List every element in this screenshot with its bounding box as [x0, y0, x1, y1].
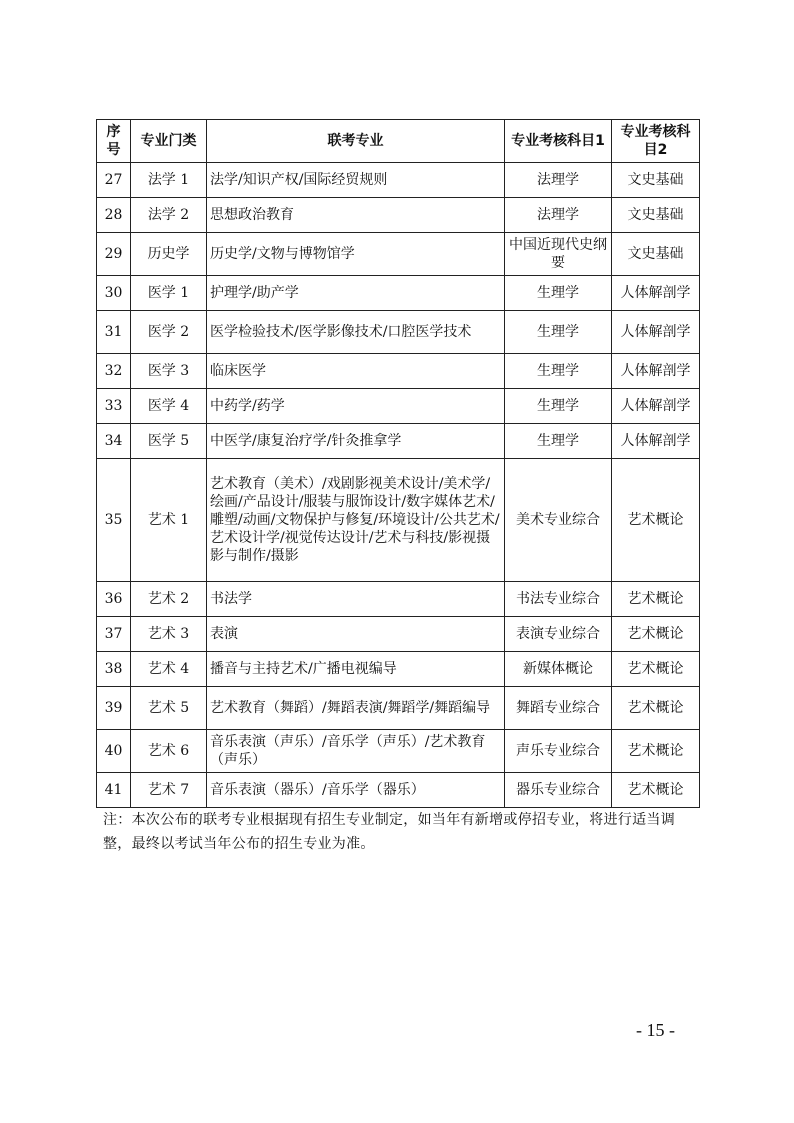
table-row: [97, 730, 700, 773]
cell-category: 艺术 3: [131, 617, 207, 652]
cell-category: 医学 4: [131, 389, 207, 424]
cell-category: 艺术 7: [131, 773, 207, 808]
cell-category: 医学 2: [131, 311, 207, 354]
cell-subject2: 艺术概论: [612, 773, 700, 808]
table-row: [97, 582, 700, 617]
header-subject1: 专业考核科目1: [505, 120, 612, 163]
cell-subject1: 表演专业综合: [505, 617, 612, 652]
cell-majors: 护理学/助产学: [207, 276, 505, 311]
cell-subject2: 艺术概论: [612, 730, 700, 773]
cell-subject1: 声乐专业综合: [505, 730, 612, 773]
cell-subject1: 生理学: [505, 354, 612, 389]
cell-seq: 36: [97, 582, 131, 617]
cell-majors: 音乐表演（声乐）/音乐学（声乐）/艺术教育（声乐）: [207, 730, 505, 773]
table-row: [97, 687, 700, 730]
cell-subject2: 人体解剖学: [612, 276, 700, 311]
cell-subject1: 中国近现代史纲要: [505, 233, 612, 276]
cell-majors: 历史学/文物与博物馆学: [207, 233, 505, 276]
table-row: [97, 233, 700, 276]
cell-majors: 法学/知识产权/国际经贸规则: [207, 163, 505, 198]
cell-category: 医学 3: [131, 354, 207, 389]
cell-category: 艺术 2: [131, 582, 207, 617]
table-row: [97, 311, 700, 354]
cell-subject2: 艺术概论: [612, 582, 700, 617]
footnote: 注：本次公布的联考专业根据现有招生专业制定，如当年有新增或停招专业，将进行适当调整，最终以考试当年公布的招生专业为准。: [103, 812, 675, 852]
cell-seq: 31: [97, 311, 131, 354]
cell-subject1: 法理学: [505, 163, 612, 198]
cell-seq: 27: [97, 163, 131, 198]
cell-subject1: 法理学: [505, 198, 612, 233]
table-row: [97, 389, 700, 424]
cell-subject2: 人体解剖学: [612, 424, 700, 459]
table-row: [97, 424, 700, 459]
cell-subject1: 生理学: [505, 276, 612, 311]
cell-subject2: 人体解剖学: [612, 389, 700, 424]
cell-majors: 表演: [207, 617, 505, 652]
table-row: [97, 354, 700, 389]
table-header-row: [97, 120, 700, 163]
table-row: [97, 652, 700, 687]
cell-seq: 32: [97, 354, 131, 389]
cell-category: 医学 5: [131, 424, 207, 459]
cell-seq: 38: [97, 652, 131, 687]
cell-subject2: 艺术概论: [612, 459, 700, 582]
cell-subject2: 文史基础: [612, 198, 700, 233]
header-majors: 联考专业: [207, 120, 505, 163]
cell-subject2: 艺术概论: [612, 652, 700, 687]
cell-seq: 34: [97, 424, 131, 459]
cell-subject2: 艺术概论: [612, 617, 700, 652]
cell-category: 历史学: [131, 233, 207, 276]
cell-majors: 书法学: [207, 582, 505, 617]
cell-subject1: 生理学: [505, 311, 612, 354]
cell-seq: 28: [97, 198, 131, 233]
cell-seq: 41: [97, 773, 131, 808]
cell-majors: 中药学/药学: [207, 389, 505, 424]
cell-seq: 37: [97, 617, 131, 652]
cell-subject1: 美术专业综合: [505, 459, 612, 582]
cell-subject2: 文史基础: [612, 163, 700, 198]
table-row: [97, 617, 700, 652]
cell-subject1: 书法专业综合: [505, 582, 612, 617]
cell-majors: 医学检验技术/医学影像技术/口腔医学技术: [207, 311, 505, 354]
cell-seq: 33: [97, 389, 131, 424]
table-row: [97, 198, 700, 233]
majors-table: [96, 119, 700, 808]
table-row: [97, 276, 700, 311]
cell-majors: 思想政治教育: [207, 198, 505, 233]
table-row: [97, 163, 700, 198]
cell-category: 艺术 5: [131, 687, 207, 730]
header-category: 专业门类: [131, 120, 207, 163]
table-row: [97, 773, 700, 808]
cell-category: 法学 2: [131, 198, 207, 233]
cell-subject1: 生理学: [505, 424, 612, 459]
cell-subject2: 文史基础: [612, 233, 700, 276]
cell-majors: 播音与主持艺术/广播电视编导: [207, 652, 505, 687]
cell-subject2: 人体解剖学: [612, 354, 700, 389]
cell-seq: 30: [97, 276, 131, 311]
cell-majors: 音乐表演（器乐）/音乐学（器乐）: [207, 773, 505, 808]
cell-majors: 临床医学: [207, 354, 505, 389]
cell-category: 艺术 6: [131, 730, 207, 773]
cell-seq: 39: [97, 687, 131, 730]
cell-majors: 艺术教育（美术）/戏剧影视美术设计/美术学/绘画/产品设计/服装与服饰设计/数字媒体艺术/雕塑/动画/文物保护与修复/环境设计/公共艺术/艺术设计学/视觉传达设计/艺术与科技/影视摄影与制作/摄影: [207, 459, 505, 582]
page-number: - 15 -: [636, 1020, 675, 1040]
cell-seq: 29: [97, 233, 131, 276]
cell-subject2: 艺术概论: [612, 687, 700, 730]
cell-category: 艺术 4: [131, 652, 207, 687]
cell-majors: 艺术教育（舞蹈）/舞蹈表演/舞蹈学/舞蹈编导: [207, 687, 505, 730]
cell-subject1: 舞蹈专业综合: [505, 687, 612, 730]
header-seq: 序号: [97, 120, 131, 163]
cell-seq: 35: [97, 459, 131, 582]
cell-category: 医学 1: [131, 276, 207, 311]
table-row: [97, 459, 700, 582]
cell-majors: 中医学/康复治疗学/针灸推拿学: [207, 424, 505, 459]
header-subject2: 专业考核科目2: [612, 120, 700, 163]
cell-subject2: 人体解剖学: [612, 311, 700, 354]
cell-category: 法学 1: [131, 163, 207, 198]
cell-subject1: 器乐专业综合: [505, 773, 612, 808]
cell-category: 艺术 1: [131, 459, 207, 582]
cell-seq: 40: [97, 730, 131, 773]
cell-subject1: 新媒体概论: [505, 652, 612, 687]
cell-subject1: 生理学: [505, 389, 612, 424]
